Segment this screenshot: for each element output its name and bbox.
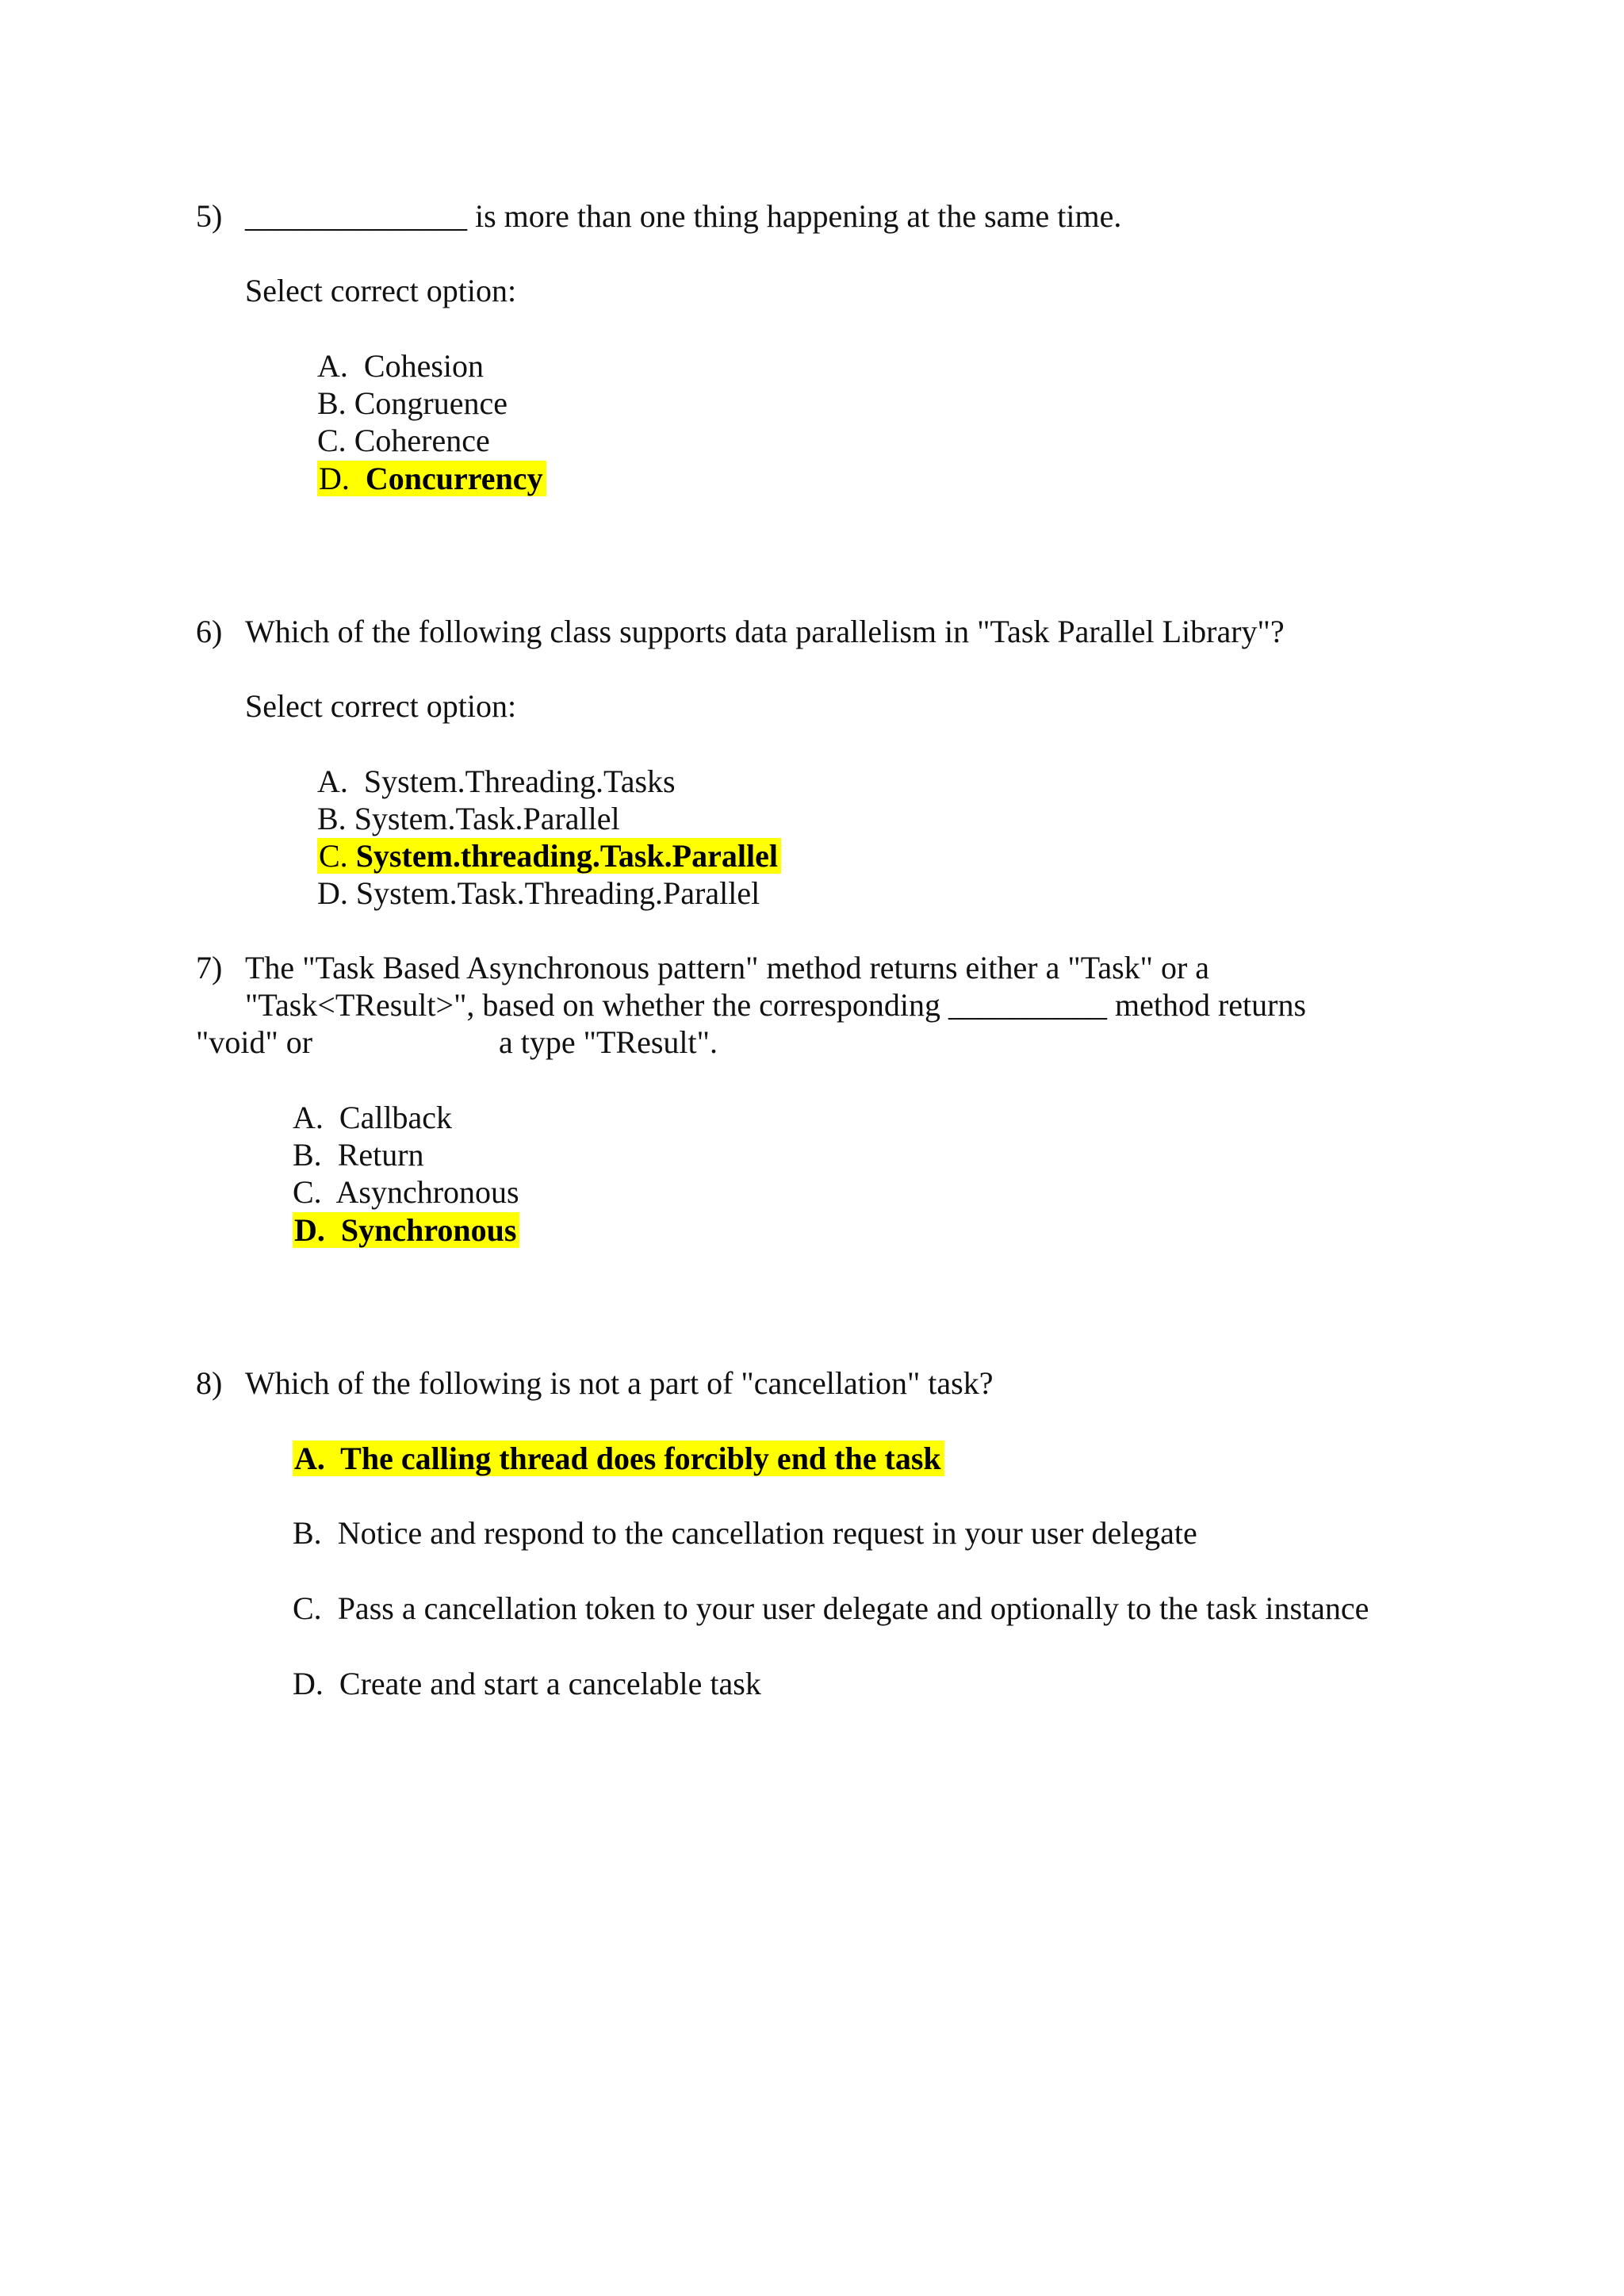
question-6-option-c-correct — [317, 837, 781, 875]
option-text: Coherence — [354, 423, 490, 458]
option-letter: D. — [293, 1666, 324, 1701]
option-text: Congruence — [354, 385, 508, 421]
question-8-option-a-correct — [293, 1440, 944, 1478]
option-text: System.Task.Parallel — [354, 801, 620, 836]
question-8-number: 8) — [196, 1365, 223, 1401]
option-text: Pass a cancellation token to your user delegate and optionally to the task instance — [337, 1590, 1369, 1626]
option-letter: A. — [293, 1100, 324, 1135]
question-5-stem: is more than one thing happening at the same time. — [467, 198, 1122, 234]
option-letter: C. — [293, 1174, 322, 1210]
option-letter: C. — [317, 423, 347, 458]
option-text: Notice and respond to the cancellation request in your user delegate — [337, 1515, 1197, 1551]
question-5-option-c — [317, 422, 490, 460]
question-5-number: 5) — [196, 198, 223, 234]
question-7-option-d-correct — [293, 1211, 519, 1249]
option-letter-highlighted: C. System.threading.Task.Parallel — [317, 838, 781, 874]
question-6-option-a — [317, 763, 676, 801]
option-text: Cohesion — [363, 348, 485, 384]
question-6-text: Which of the following class supports data parallelism in "Task Parallel Library"? — [245, 614, 1285, 649]
question-7-line-2: "Task<TResult>", based on whether the corresponding __________ method returns — [245, 987, 1307, 1023]
option-text-highlighted: System.threading.Task.Parallel — [355, 838, 778, 874]
question-7-line-3b: a type "TResult". — [499, 1024, 718, 1060]
option-text: System.Threading.Tasks — [363, 763, 676, 799]
question-7-option-a — [293, 1099, 452, 1137]
question-6-instruction: Select correct option: — [245, 688, 517, 724]
question-6-option-b — [317, 800, 620, 838]
option-letter: A. — [317, 763, 348, 799]
option-highlighted: D. Synchronous — [293, 1212, 519, 1248]
question-6-option-d — [317, 874, 760, 913]
question-7-line-3a: "void" or — [196, 1024, 313, 1060]
question-6-number: 6) — [196, 614, 223, 649]
option-text: Return — [337, 1137, 424, 1173]
option-letter: A. — [317, 348, 348, 384]
question-5-option-b — [317, 385, 508, 423]
option-letter: C. — [293, 1590, 322, 1626]
question-5-text — [245, 197, 1121, 235]
option-text-highlighted: Concurrency — [365, 461, 543, 496]
option-text: Callback — [339, 1100, 453, 1135]
option-text-highlighted: Synchronous — [340, 1212, 517, 1248]
option-text-highlighted: The calling thread does forcibly end the task — [340, 1441, 941, 1476]
question-7-option-c — [293, 1173, 519, 1211]
question-8-option-d — [293, 1665, 761, 1703]
option-letter: B. — [293, 1515, 322, 1551]
option-highlighted: A. The calling thread does forcibly end the task — [293, 1441, 944, 1476]
question-5-blank: ______________ — [245, 198, 467, 234]
question-7-line-1: The "Task Based Asynchronous pattern" method returns either a "Task" or a — [245, 950, 1210, 985]
option-text: Create and start a cancelable task — [339, 1666, 761, 1701]
question-7-number: 7) — [196, 950, 223, 985]
question-8-option-b — [293, 1514, 1197, 1552]
question-5-option-d-correct — [317, 460, 546, 498]
option-letter: B. — [317, 801, 347, 836]
option-text: System.Task.Threading.Parallel — [355, 875, 760, 911]
question-5-option-a — [317, 347, 484, 385]
option-letter-highlighted: D. Concurrency — [317, 461, 546, 496]
question-7-option-b — [293, 1136, 424, 1174]
option-letter: B. — [317, 385, 347, 421]
question-8-text: Which of the following is not a part of "cancellation" task? — [245, 1365, 994, 1401]
question-5-instruction: Select correct option: — [245, 273, 517, 308]
option-letter: B. — [293, 1137, 322, 1173]
question-8-option-c — [293, 1590, 1369, 1628]
option-text: Asynchronous — [335, 1174, 519, 1210]
option-letter: D. — [317, 875, 348, 911]
